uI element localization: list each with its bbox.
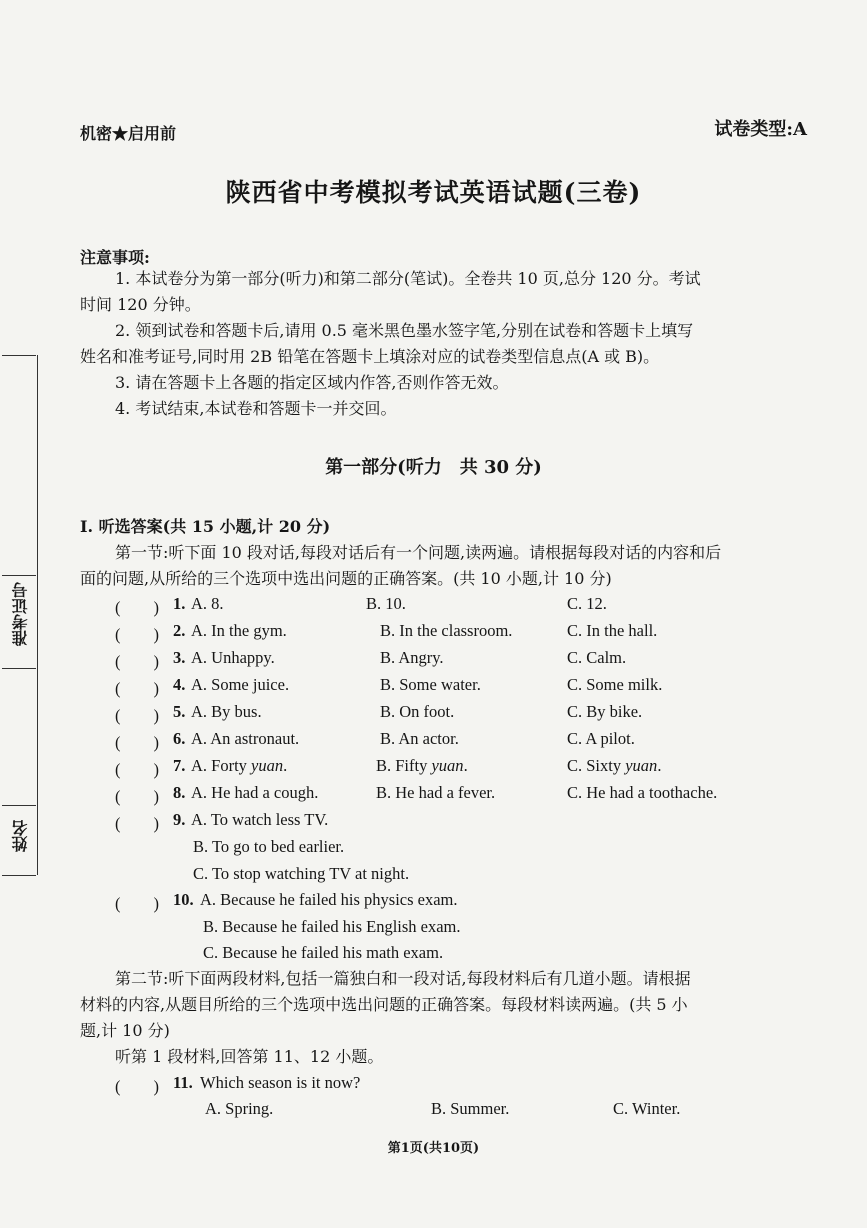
option-a: A. He had a cough.: [191, 783, 319, 802]
answer-bracket: ( ): [115, 814, 159, 833]
instruction-line: 第一节:听下面 10 段对话,每段对话后有一个问题,读两遍。请根据每段对话的内容和后: [115, 543, 722, 562]
name-label: 姓名: [11, 820, 30, 852]
binding-margin-border: [37, 355, 38, 875]
option-c: C. To stop watching TV at night.: [193, 864, 410, 883]
answer-bracket: ( ): [115, 679, 159, 698]
binding-divider: [2, 875, 36, 876]
answer-bracket: ( ): [115, 894, 159, 913]
binding-divider: [2, 575, 36, 576]
question-number: 10.: [173, 890, 194, 909]
question-number: 4.: [173, 675, 186, 694]
option-a: A. To watch less TV.: [191, 810, 329, 829]
notes-line: 3. 请在答题卡上各题的指定区域内作答,否则作答无效。: [115, 373, 509, 392]
notes-line: 1. 本试卷分为第一部分(听力)和第二部分(笔试)。全卷共 10 页,总分 120 分。考试: [115, 269, 701, 288]
confidential-mark: 机密★启用前: [80, 124, 177, 143]
notes-line: 姓名和准考证号,同时用 2B 铅笔在答题卡上填涂对应的试卷类型信息点(A 或 B)。: [80, 347, 660, 366]
page-footer: 第1页(共10页): [387, 1141, 480, 1156]
notes-line: 4. 考试结束,本试卷和答题卡一并交回。: [115, 399, 397, 418]
exam-title: 陕西省中考模拟考试英语试题(三卷): [225, 178, 642, 207]
answer-bracket: ( ): [115, 706, 159, 725]
option-a: A. Unhappy.: [191, 648, 275, 667]
answer-bracket: ( ): [115, 652, 159, 671]
option-b: B. In the classroom.: [380, 621, 513, 640]
option-b: B. To go to bed earlier.: [193, 837, 345, 856]
answer-bracket: ( ): [115, 1077, 159, 1096]
part-heading: Ⅰ. 听选答案(共 15 小题,计 20 分): [80, 517, 331, 536]
option-c: C. In the hall.: [567, 621, 658, 640]
option-c: C. Calm.: [567, 648, 627, 667]
binding-divider: [2, 668, 36, 669]
answer-bracket: ( ): [115, 787, 159, 806]
exam-id-label: 准考证号: [11, 582, 30, 646]
notes-line: 时间 120 分钟。: [80, 295, 201, 314]
question-number: 9.: [173, 810, 186, 829]
binding-divider: [2, 355, 36, 356]
option-c: C. 12.: [567, 594, 607, 613]
instruction-line: 材料的内容,从题目所给的三个选项中选出问题的正确答案。每段材料读两遍。(共 5 小: [80, 995, 688, 1014]
binding-divider: [2, 805, 36, 806]
notes-heading: 注意事项:: [80, 248, 150, 267]
option-c: C. Winter.: [613, 1099, 681, 1118]
option-c: C. Some milk.: [567, 675, 663, 694]
option-a: A. Spring.: [205, 1099, 274, 1118]
option-b: B. He had a fever.: [376, 783, 496, 802]
question-number: 8.: [173, 783, 186, 802]
option-c: C. By bike.: [567, 702, 643, 721]
option-b: B. 10.: [366, 594, 406, 613]
instruction-line: 第二节:听下面两段材料,包括一篇独白和一段对话,每段材料后有几道小题。请根据: [115, 969, 691, 988]
instruction-line: 面的问题,从所给的三个选项中选出问题的正确答案。(共 10 小题,计 10 分): [80, 569, 612, 588]
answer-bracket: ( ): [115, 598, 159, 617]
option-c: C. A pilot.: [567, 729, 635, 748]
answer-bracket: ( ): [115, 733, 159, 752]
question-number: 11.: [173, 1073, 193, 1092]
option-b: B. Because he failed his English exam.: [203, 917, 461, 936]
option-a: A. Some juice.: [191, 675, 290, 694]
option-b: B. Some water.: [380, 675, 481, 694]
section-title: 第一部分(听力 共 30 分): [325, 457, 542, 478]
option-a: A. By bus.: [191, 702, 262, 721]
paper-type: 试卷类型:A: [714, 119, 807, 140]
option-b: B. Summer.: [431, 1099, 510, 1118]
option-a: A. 8.: [191, 594, 224, 613]
question-number: 3.: [173, 648, 186, 667]
instruction-line: 题,计 10 分): [80, 1021, 170, 1040]
option-a: A. In the gym.: [191, 621, 287, 640]
option-b: B. On foot.: [380, 702, 455, 721]
option-c: C. Sixty yuan.: [567, 756, 662, 775]
material-instruction: 听第 1 段材料,回答第 11、12 小题。: [115, 1047, 384, 1066]
question-number: 2.: [173, 621, 186, 640]
option-b: B. An actor.: [380, 729, 459, 748]
answer-bracket: ( ): [115, 760, 159, 779]
notes-line: 2. 领到试卷和答题卡后,请用 0.5 毫米黑色墨水签字笔,分别在试卷和答题卡上填写: [115, 321, 694, 340]
option-a: A. An astronaut.: [191, 729, 300, 748]
question-number: 5.: [173, 702, 186, 721]
question-stem: Which season is it now?: [200, 1073, 361, 1092]
option-c: C. Because he failed his math exam.: [203, 943, 444, 962]
answer-bracket: ( ): [115, 625, 159, 644]
option-a: A. Because he failed his physics exam.: [200, 890, 458, 909]
option-a: A. Forty yuan.: [191, 756, 288, 775]
option-b: B. Fifty yuan.: [376, 756, 468, 775]
option-c: C. He had a toothache.: [567, 783, 718, 802]
question-number: 1.: [173, 594, 186, 613]
question-number: 6.: [173, 729, 186, 748]
option-b: B. Angry.: [380, 648, 444, 667]
question-number: 7.: [173, 756, 186, 775]
